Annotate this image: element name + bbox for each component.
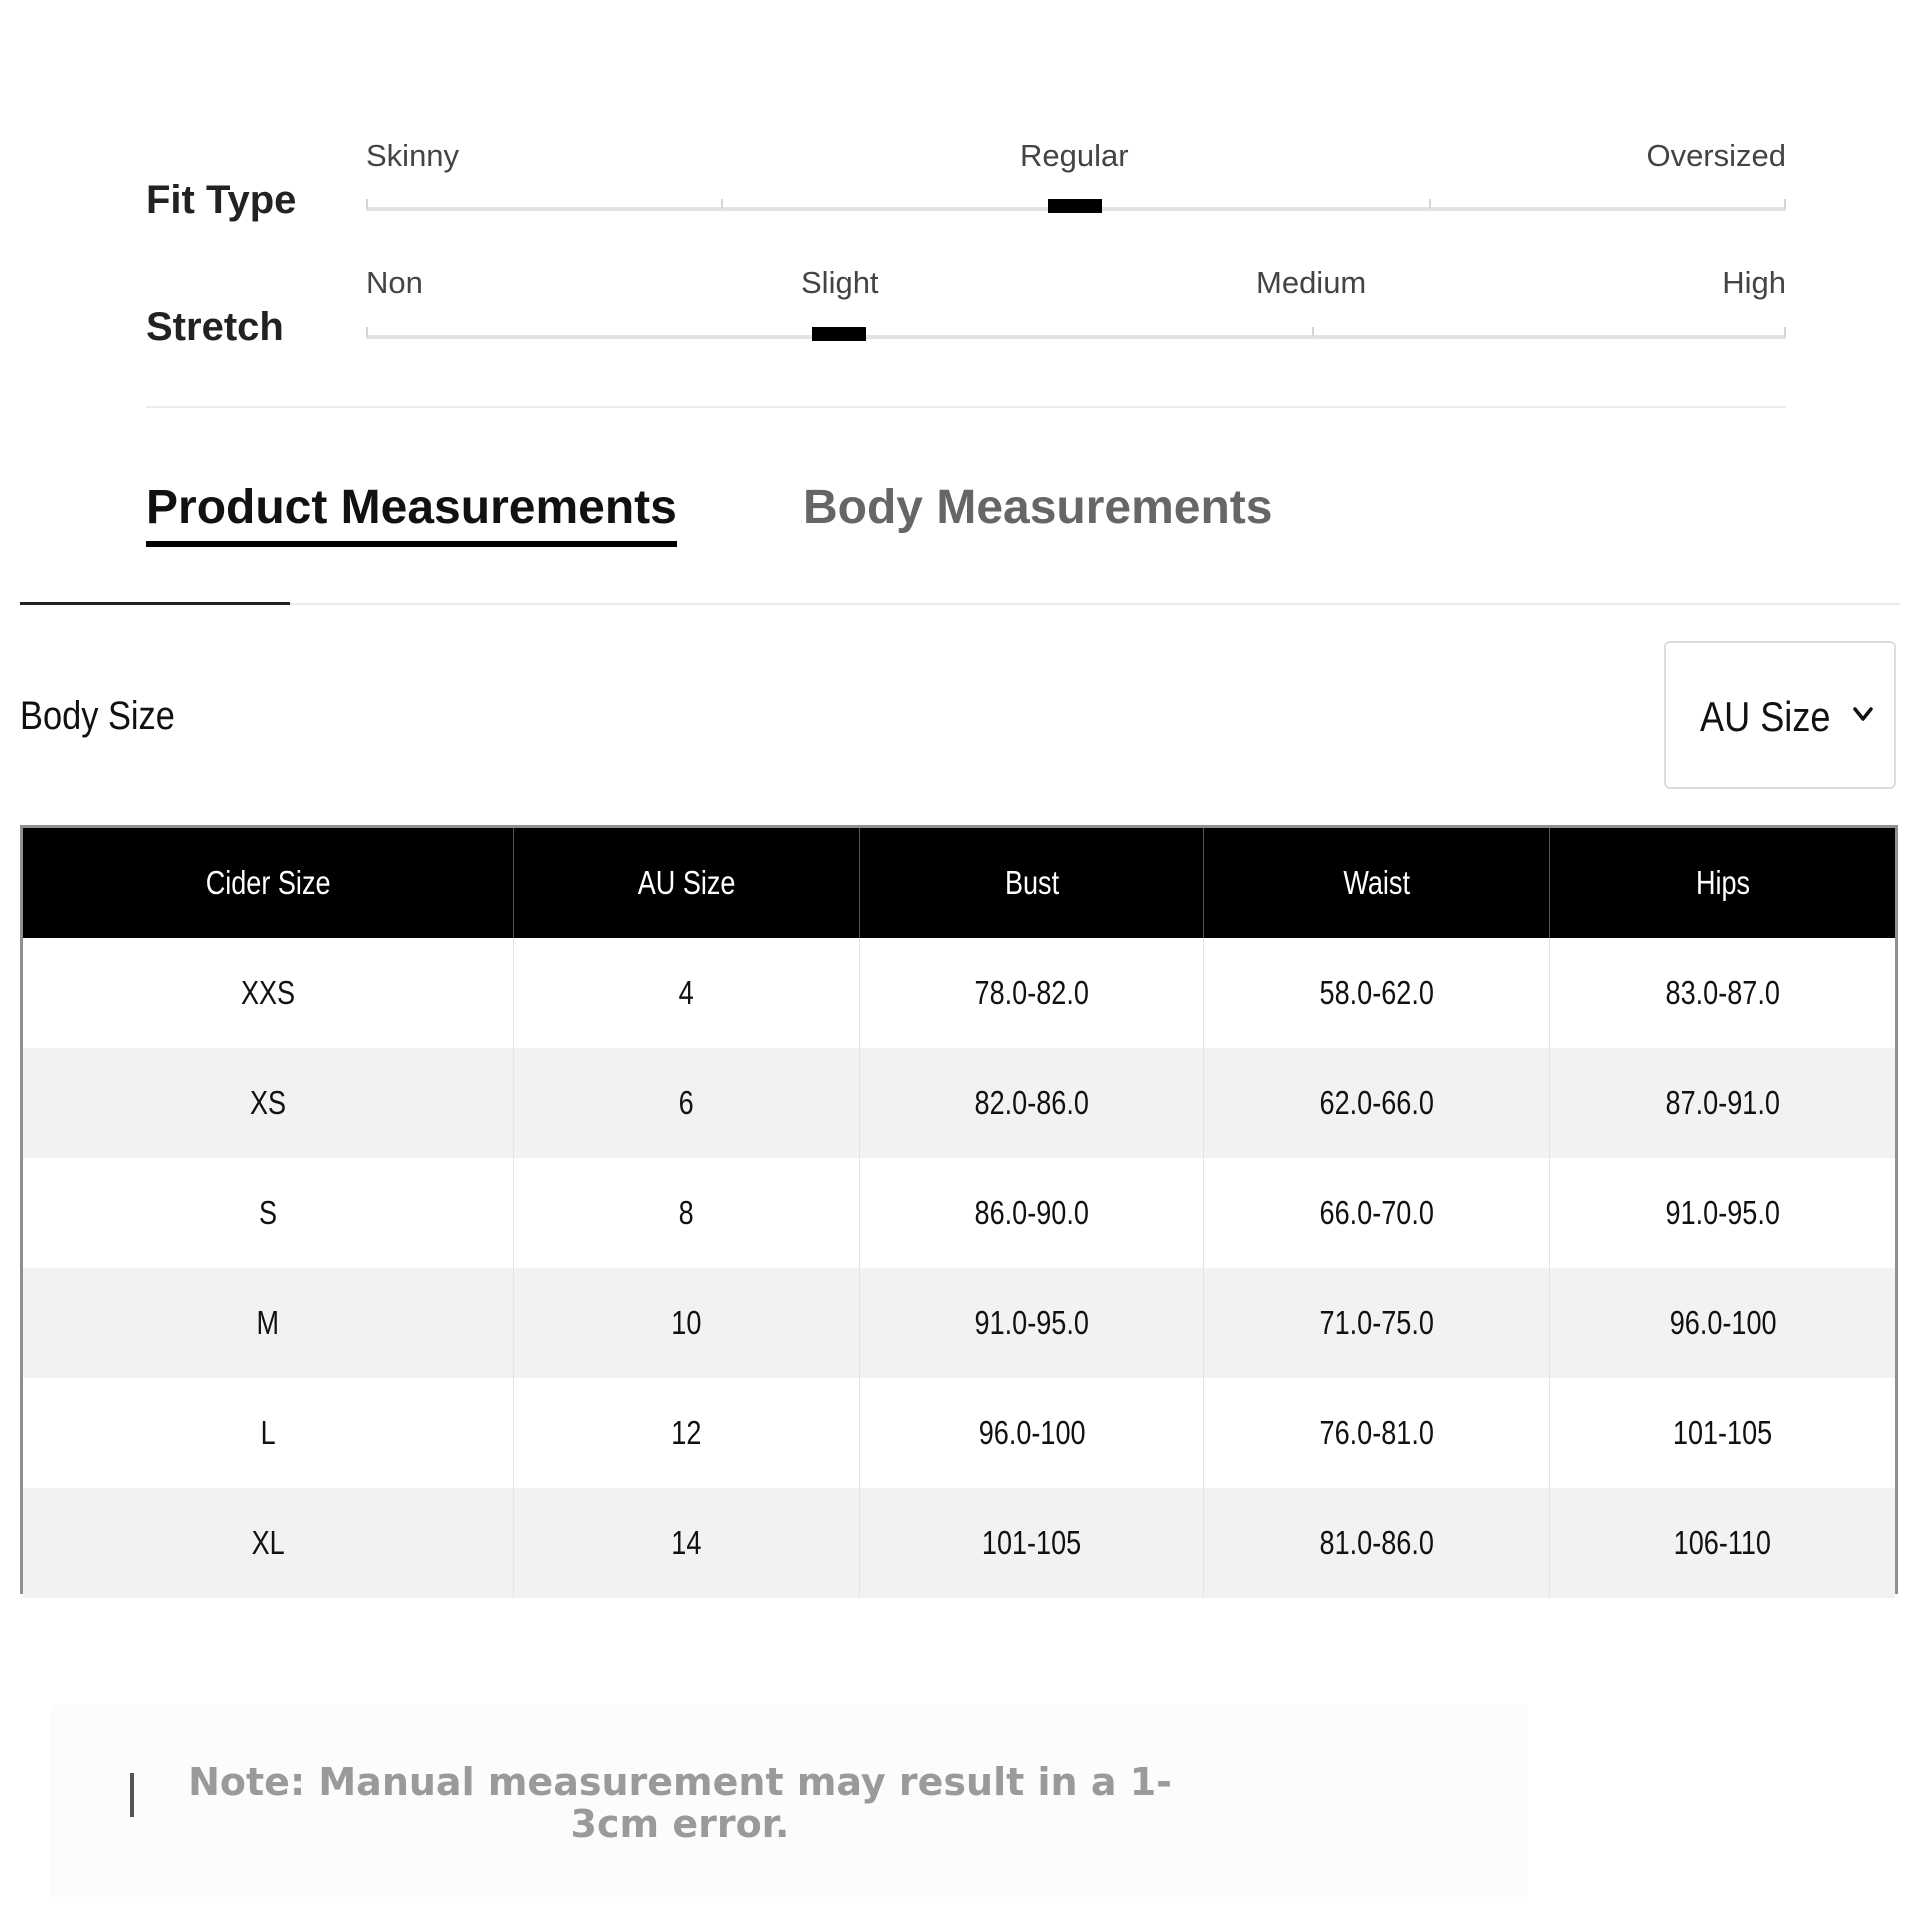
stretch-scale <box>0 265 1920 355</box>
stretch-tick <box>366 327 368 337</box>
body-size-label: Body Size <box>20 694 175 738</box>
table-header-row <box>23 828 1895 938</box>
table-cell: 58.0-62.0 <box>1204 938 1550 1048</box>
fit-label-regular: Regular <box>1020 138 1129 173</box>
table-row <box>23 1378 1895 1488</box>
column-header: Hips <box>1550 828 1895 938</box>
table-cell: 10 <box>513 1268 859 1378</box>
table-cell: 101-105 <box>1673 1414 1773 1451</box>
fit-tick <box>366 199 368 209</box>
stretch-tick <box>1784 327 1786 337</box>
table-row <box>23 1048 1895 1158</box>
table-cell: 62.0-66.0 <box>1204 1048 1550 1158</box>
table-cell: XL <box>23 1488 513 1598</box>
stretch-tick <box>1312 327 1314 337</box>
stretch-label-non: Non <box>366 265 423 300</box>
column-header: Waist <box>1204 828 1550 938</box>
fit-type-label: Fit Type <box>146 178 297 222</box>
fit-type-marker <box>1048 199 1102 213</box>
fit-tick <box>1429 199 1431 209</box>
size-table <box>20 825 1898 1594</box>
section-divider <box>146 406 1786 408</box>
table-row <box>23 1488 1895 1598</box>
table-cell: 81.0-86.0 <box>1204 1488 1550 1598</box>
stretch-label-high: High <box>1722 265 1786 300</box>
table-cell: 83.0-87.0 <box>1665 974 1780 1011</box>
table-row <box>23 1268 1895 1378</box>
fit-label-oversized: Oversized <box>1646 138 1786 173</box>
table-cell: 71.0-75.0 <box>1204 1268 1550 1378</box>
table-cell: 4 <box>513 938 859 1048</box>
table-cell: S <box>23 1158 513 1268</box>
table-cell: 96.0-100 <box>860 1378 1204 1488</box>
size-unit-select-value: AU Size <box>1700 693 1831 740</box>
measurement-note <box>50 1705 1528 1897</box>
table-cell: 91.0-95.0 <box>860 1268 1204 1378</box>
table-cell: 101-105 <box>860 1488 1204 1598</box>
chevron-down-icon <box>1848 699 1878 729</box>
fit-type-track <box>366 207 1786 211</box>
table-cell: 78.0-82.0 <box>860 938 1204 1048</box>
table-cell: 6 <box>513 1048 859 1158</box>
note-accent-bar <box>130 1773 134 1817</box>
fit-label-skinny: Skinny <box>366 138 460 173</box>
table-cell: XS <box>23 1048 513 1158</box>
stretch-label-medium: Medium <box>1256 265 1367 300</box>
table-cell: 8 <box>513 1158 859 1268</box>
table-cell: 87.0-91.0 <box>1550 1048 1895 1158</box>
table-cell: 76.0-81.0 <box>1204 1378 1550 1488</box>
table-cell: 12 <box>513 1378 859 1488</box>
column-header: AU Size <box>513 828 859 938</box>
column-header: Cider Size <box>23 828 513 938</box>
note-text: Note: Manual measurement may result in a 1-3cm error. <box>188 1760 1172 1846</box>
table-cell: M <box>23 1268 513 1378</box>
fit-type-scale <box>0 138 1920 228</box>
table-row <box>23 938 1895 1048</box>
table-cell: 86.0-90.0 <box>860 1158 1204 1268</box>
stretch-label: Stretch <box>146 305 284 349</box>
table-row <box>23 1158 1895 1268</box>
tab-product-measurements[interactable]: Product Measurements <box>146 481 677 534</box>
table-cell: 14 <box>513 1488 859 1598</box>
table-cell: 91.0-95.0 <box>1665 1194 1780 1231</box>
tabs-divider-accent <box>20 602 290 605</box>
tabs-divider <box>20 603 1900 605</box>
fit-tick <box>721 199 723 209</box>
stretch-label-slight: Slight <box>801 265 879 300</box>
fit-tick <box>1784 199 1786 209</box>
size-unit-select[interactable] <box>1664 641 1896 789</box>
table-cell: 96.0-100 <box>1550 1268 1895 1378</box>
table-cell: XXS <box>23 938 513 1048</box>
stretch-marker <box>812 327 866 341</box>
table-cell: 66.0-70.0 <box>1204 1158 1550 1268</box>
tab-body-measurements[interactable]: Body Measurements <box>803 481 1273 534</box>
column-header: Bust <box>860 828 1204 938</box>
stretch-track <box>366 335 1786 339</box>
table-cell: L <box>23 1378 513 1488</box>
table-cell: 106-110 <box>1550 1488 1895 1598</box>
table-cell: 82.0-86.0 <box>860 1048 1204 1158</box>
